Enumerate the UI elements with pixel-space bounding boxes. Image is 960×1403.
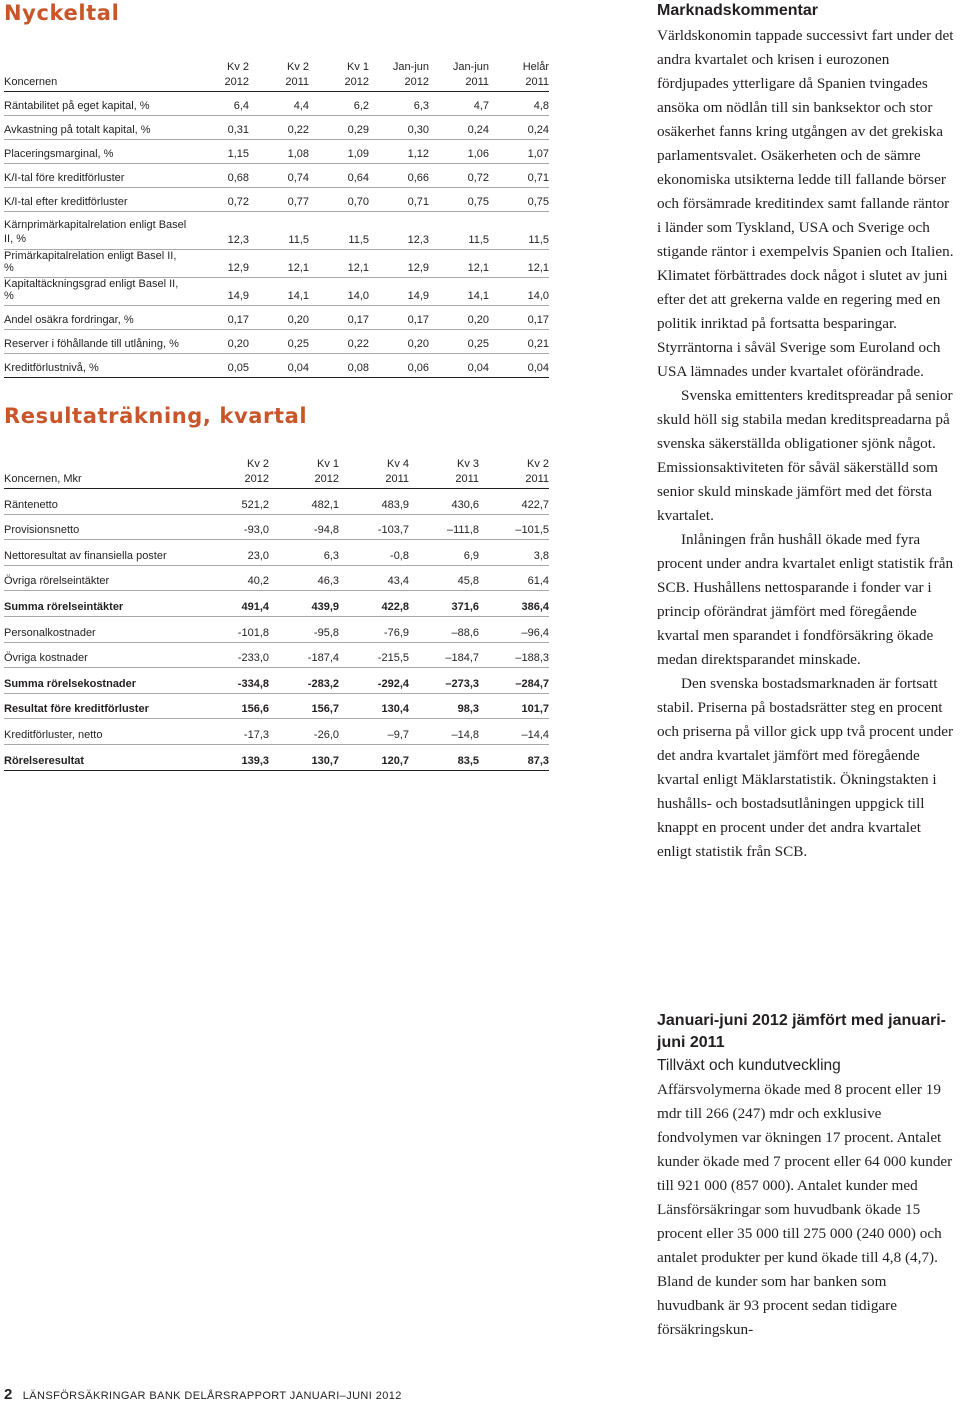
jamforelse-subheading: Tillväxt och kundutveckling — [657, 1057, 841, 1074]
nyckeltal-col-header: Kv 2 2012 — [189, 60, 249, 92]
cell-value: 6,3 — [369, 92, 429, 116]
cell-value: 98,3 — [409, 693, 479, 719]
resultat-col-header: Kv 2 2012 — [199, 457, 269, 489]
table-row — [4, 116, 549, 140]
cell-value: -76,9 — [339, 616, 409, 642]
cell-value: 0,68 — [189, 164, 249, 188]
resultat-col-header: Kv 1 2012 — [269, 457, 339, 489]
jamforelse-section — [657, 1010, 957, 1342]
resultat-header-row — [4, 457, 549, 489]
row-label: Övriga rörelseintäkter — [4, 565, 199, 591]
nyckeltal-col-header: Kv 1 2012 — [309, 60, 369, 92]
table-row — [4, 188, 549, 212]
cell-value: -233,0 — [199, 642, 269, 668]
cell-value: 0,24 — [429, 116, 489, 140]
cell-value: 130,7 — [269, 744, 339, 770]
cell-value: –14,4 — [479, 719, 549, 745]
cell-value: –273,3 — [409, 668, 479, 694]
cell-value: 156,6 — [199, 693, 269, 719]
nyckeltal-col-header: Jan-jun 2011 — [429, 60, 489, 92]
cell-value: 12,1 — [429, 250, 489, 278]
cell-value: 12,9 — [189, 250, 249, 278]
cell-value: 0,71 — [369, 188, 429, 212]
cell-value: 0,20 — [369, 330, 429, 354]
table-row — [4, 330, 549, 354]
cell-value: -292,4 — [339, 668, 409, 694]
resultat-table — [4, 457, 549, 771]
cell-value: 14,9 — [369, 278, 429, 306]
cell-value: –96,4 — [479, 616, 549, 642]
row-label: Övriga kostnader — [4, 642, 199, 668]
cell-value: 0,74 — [249, 164, 309, 188]
cell-value: 11,5 — [489, 212, 549, 250]
cell-value: 1,09 — [309, 140, 369, 164]
row-label: Summa rörelsekostnader — [4, 668, 199, 694]
cell-value: 0,70 — [309, 188, 369, 212]
cell-value: 6,4 — [189, 92, 249, 116]
cell-value: 12,3 — [369, 212, 429, 250]
row-label: Summa rörelseintäkter — [4, 591, 199, 617]
cell-value: 14,9 — [189, 278, 249, 306]
cell-value: -94,8 — [269, 514, 339, 540]
body-paragraph: Inlåningen från hushåll ökade med fyra procent under andra kvartalet enligt statistik från SCB. Hushållens nettosparande i fonder var i princip oförändrat jämfört med föregående kvartal men sparandet i fondförsäkring ökade medan direktsparandet minskade. — [657, 531, 954, 668]
cell-value: 1,12 — [369, 140, 429, 164]
cell-value: -95,8 — [269, 616, 339, 642]
resultat-col-header: Kv 3 2011 — [409, 457, 479, 489]
cell-value: 0,06 — [369, 354, 429, 378]
nyckeltal-col-header: Helår 2011 — [489, 60, 549, 92]
cell-value: –14,8 — [409, 719, 479, 745]
resultat-col-header: Kv 4 2011 — [339, 457, 409, 489]
cell-value: 491,4 — [199, 591, 269, 617]
resultat-col-header: Kv 2 2011 — [479, 457, 549, 489]
cell-value: 0,22 — [309, 330, 369, 354]
cell-value: 0,75 — [429, 188, 489, 212]
cell-value: 0,05 — [189, 354, 249, 378]
table-row — [4, 668, 549, 694]
cell-value: 482,1 — [269, 489, 339, 515]
cell-value: -26,0 — [269, 719, 339, 745]
nyckeltal-header-row — [4, 60, 549, 92]
jamforelse-heading: Januari-juni 2012 jämfört med januari-juni 2011 — [657, 1012, 946, 1051]
nyckeltal-col-header: Jan-jun 2012 — [369, 60, 429, 92]
nyckeltal-col-header: Kv 2 2011 — [249, 60, 309, 92]
body-paragraph: Världskonomin tappade successivt fart under det andra kvartalet och krisen i eurozonen fördjupades ytterligare då Spanien tvingades ansöka om nödlån till sin banksektor och stor osäkerhet fanns kring utgången av det grekiska parlamentsvalet. Osäkerheten och de sämre ekonomiska utsikterna ledde till fallande börser och försämrade kreditindex samt fallande räntor i länder som Tyskland, USA och Sverige och stigande räntor i exempelvis Spanien och Italien. Klimatet förbättrades dock något i slutet av juni efter det att grekerna valde en regering med en politik inriktad på fortsatta besparingar. Styrräntorna i såväl Sverige som Euroland och USA lämnades under kvartalet oförändrade. — [657, 27, 954, 380]
cell-value: 0,21 — [489, 330, 549, 354]
row-label: Personalkostnader — [4, 616, 199, 642]
cell-value: 521,2 — [199, 489, 269, 515]
marknadskommentar-heading: Marknadskommentar — [657, 2, 818, 19]
cell-value: 46,3 — [269, 565, 339, 591]
cell-value: 139,3 — [199, 744, 269, 770]
cell-value: 0,04 — [489, 354, 549, 378]
cell-value: 0,04 — [429, 354, 489, 378]
row-label: Kapitaltäckningsgrad enligt Basel II, % — [4, 278, 189, 306]
cell-value: 439,9 — [269, 591, 339, 617]
cell-value: 1,08 — [249, 140, 309, 164]
cell-value: 1,07 — [489, 140, 549, 164]
cell-value: -93,0 — [199, 514, 269, 540]
body-paragraph: Svenska emittenters kreditspreadar på senior skuld höll sig stabila medan kreditspreadarna på svenska säkerställda obligationer sjönk något. Emissionsaktiviteten för såväl säkerställd som senior skuld minskade jämfört med det första kvartalet. — [657, 387, 953, 524]
cell-value: 0,72 — [189, 188, 249, 212]
cell-value: 0,08 — [309, 354, 369, 378]
body-paragraph: Affärsvolymerna ökade med 8 procent eller 19 mdr till 266 (247) mdr och exklusive fondvolymen var ökningen 17 procent. Antalet kunder ökade med 7 procent eller 64 000 kunder till 921 000 (857 000). Antalet kunder med Länsförsäkringar som huvudbank ökade 15 procent eller 35 000 till 275 000 (240 000) och antalet produkter per kund ökade till 4,8 (4,7). Bland de kunder som har banken som huvudbank är 93 procent sedan tidigare försäkringskun- — [657, 1081, 953, 1338]
cell-value: -0,8 — [339, 540, 409, 566]
page-number: 2 — [4, 1386, 13, 1403]
table-row — [4, 354, 549, 378]
cell-value: 1,15 — [189, 140, 249, 164]
cell-value: 0,75 — [489, 188, 549, 212]
cell-value: 12,1 — [249, 250, 309, 278]
resultat-title: Resultaträkning, kvartal — [4, 404, 308, 428]
resultat-header-label: Koncernen, Mkr — [4, 457, 199, 489]
cell-value: 0,17 — [189, 306, 249, 330]
row-label: Primärkapitalrelation enligt Basel II, % — [4, 250, 189, 278]
cell-value: 0,71 — [489, 164, 549, 188]
cell-value: 61,4 — [479, 565, 549, 591]
table-row — [4, 642, 549, 668]
cell-value: 43,4 — [339, 565, 409, 591]
row-label: Reserver i föhållande till utlåning, % — [4, 330, 189, 354]
cell-value: 156,7 — [269, 693, 339, 719]
table-row — [4, 540, 549, 566]
cell-value: 12,1 — [489, 250, 549, 278]
cell-value: 483,9 — [339, 489, 409, 515]
cell-value: -215,5 — [339, 642, 409, 668]
cell-value: 430,6 — [409, 489, 479, 515]
cell-value: –184,7 — [409, 642, 479, 668]
row-label: Placeringsmarginal, % — [4, 140, 189, 164]
cell-value: 120,7 — [339, 744, 409, 770]
cell-value: 0,64 — [309, 164, 369, 188]
table-row — [4, 278, 549, 306]
cell-value: 1,06 — [429, 140, 489, 164]
cell-value: 12,1 — [309, 250, 369, 278]
cell-value: 0,17 — [369, 306, 429, 330]
cell-value: –188,3 — [479, 642, 549, 668]
cell-value: 0,24 — [489, 116, 549, 140]
cell-value: 0,29 — [309, 116, 369, 140]
row-label: Resultat före kreditförluster — [4, 693, 199, 719]
cell-value: 0,66 — [369, 164, 429, 188]
cell-value: -334,8 — [199, 668, 269, 694]
row-label: Provisionsnetto — [4, 514, 199, 540]
cell-value: 0,04 — [249, 354, 309, 378]
cell-value: -283,2 — [269, 668, 339, 694]
cell-value: 0,20 — [429, 306, 489, 330]
table-row — [4, 693, 549, 719]
cell-value: 6,3 — [269, 540, 339, 566]
cell-value: –101,5 — [479, 514, 549, 540]
page-footer — [4, 1386, 402, 1403]
table-row — [4, 212, 549, 250]
row-label: Räntenetto — [4, 489, 199, 515]
table-row — [4, 489, 549, 515]
table-row — [4, 591, 549, 617]
row-label: K/I-tal efter kreditförluster — [4, 188, 189, 212]
cell-value: 14,1 — [429, 278, 489, 306]
table-row — [4, 565, 549, 591]
cell-value: –88,6 — [409, 616, 479, 642]
table-row — [4, 140, 549, 164]
cell-value: 3,8 — [479, 540, 549, 566]
cell-value: 101,7 — [479, 693, 549, 719]
table-row — [4, 92, 549, 116]
cell-value: 0,20 — [249, 306, 309, 330]
table-row — [4, 616, 549, 642]
marknadskommentar-section — [657, 0, 957, 864]
nyckeltal-header-label: Koncernen — [4, 60, 189, 92]
table-row — [4, 744, 549, 770]
cell-value: 14,0 — [489, 278, 549, 306]
table-row — [4, 306, 549, 330]
cell-value: -101,8 — [199, 616, 269, 642]
cell-value: 45,8 — [409, 565, 479, 591]
cell-value: 0,17 — [489, 306, 549, 330]
cell-value: 386,4 — [479, 591, 549, 617]
cell-value: 14,0 — [309, 278, 369, 306]
table-row — [4, 164, 549, 188]
cell-value: 371,6 — [409, 591, 479, 617]
cell-value: 4,4 — [249, 92, 309, 116]
table-row — [4, 514, 549, 540]
cell-value: –9,7 — [339, 719, 409, 745]
cell-value: 4,8 — [489, 92, 549, 116]
row-label: Avkastning på totalt kapital, % — [4, 116, 189, 140]
table-row — [4, 250, 549, 278]
cell-value: 0,17 — [309, 306, 369, 330]
row-label: Nettoresultat av finansiella poster — [4, 540, 199, 566]
cell-value: 4,7 — [429, 92, 489, 116]
cell-value: 0,20 — [189, 330, 249, 354]
cell-value: 6,9 — [409, 540, 479, 566]
cell-value: 87,3 — [479, 744, 549, 770]
cell-value: 11,5 — [249, 212, 309, 250]
row-label: Rörelseresultat — [4, 744, 199, 770]
row-label: Kreditförlustnivå, % — [4, 354, 189, 378]
row-label: Kreditförluster, netto — [4, 719, 199, 745]
cell-value: 0,22 — [249, 116, 309, 140]
cell-value: 0,31 — [189, 116, 249, 140]
cell-value: 0,77 — [249, 188, 309, 212]
cell-value: –111,8 — [409, 514, 479, 540]
cell-value: 11,5 — [429, 212, 489, 250]
cell-value: –284,7 — [479, 668, 549, 694]
cell-value: 0,72 — [429, 164, 489, 188]
row-label: Räntabilitet på eget kapital, % — [4, 92, 189, 116]
nyckeltal-title: Nyckeltal — [4, 1, 120, 25]
nyckeltal-table — [4, 60, 549, 378]
cell-value: 11,5 — [309, 212, 369, 250]
row-label: Kärnprimärkapitalrelation enligt Basel II, % — [4, 212, 189, 250]
table-row — [4, 719, 549, 745]
cell-value: -17,3 — [199, 719, 269, 745]
cell-value: -187,4 — [269, 642, 339, 668]
cell-value: 130,4 — [339, 693, 409, 719]
row-label: K/I-tal före kreditförluster — [4, 164, 189, 188]
cell-value: 83,5 — [409, 744, 479, 770]
cell-value: 12,3 — [189, 212, 249, 250]
cell-value: 0,25 — [249, 330, 309, 354]
footer-text: LÄNSFÖRSÄKRINGAR BANK DELÅRSRAPPORT JANUARI–JUNI 2012 — [22, 1390, 402, 1402]
cell-value: 12,9 — [369, 250, 429, 278]
cell-value: 0,30 — [369, 116, 429, 140]
cell-value: 422,8 — [339, 591, 409, 617]
row-label: Andel osäkra fordringar, % — [4, 306, 189, 330]
cell-value: 422,7 — [479, 489, 549, 515]
cell-value: 23,0 — [199, 540, 269, 566]
body-paragraph: Den svenska bostadsmarknaden är fortsatt stabil. Priserna på bostadsrätter steg en procent och priserna på villor gick upp två procent under det andra kvartalet jämfört med föregående kvartal enligt Mäklarstatistik. Ökningstakten i hushålls- och bostadsutlåningen uppgick till knappt en procent under det andra kvartalet enligt statistik från SCB. — [657, 675, 954, 860]
cell-value: 40,2 — [199, 565, 269, 591]
cell-value: -103,7 — [339, 514, 409, 540]
cell-value: 6,2 — [309, 92, 369, 116]
cell-value: 0,25 — [429, 330, 489, 354]
cell-value: 14,1 — [249, 278, 309, 306]
